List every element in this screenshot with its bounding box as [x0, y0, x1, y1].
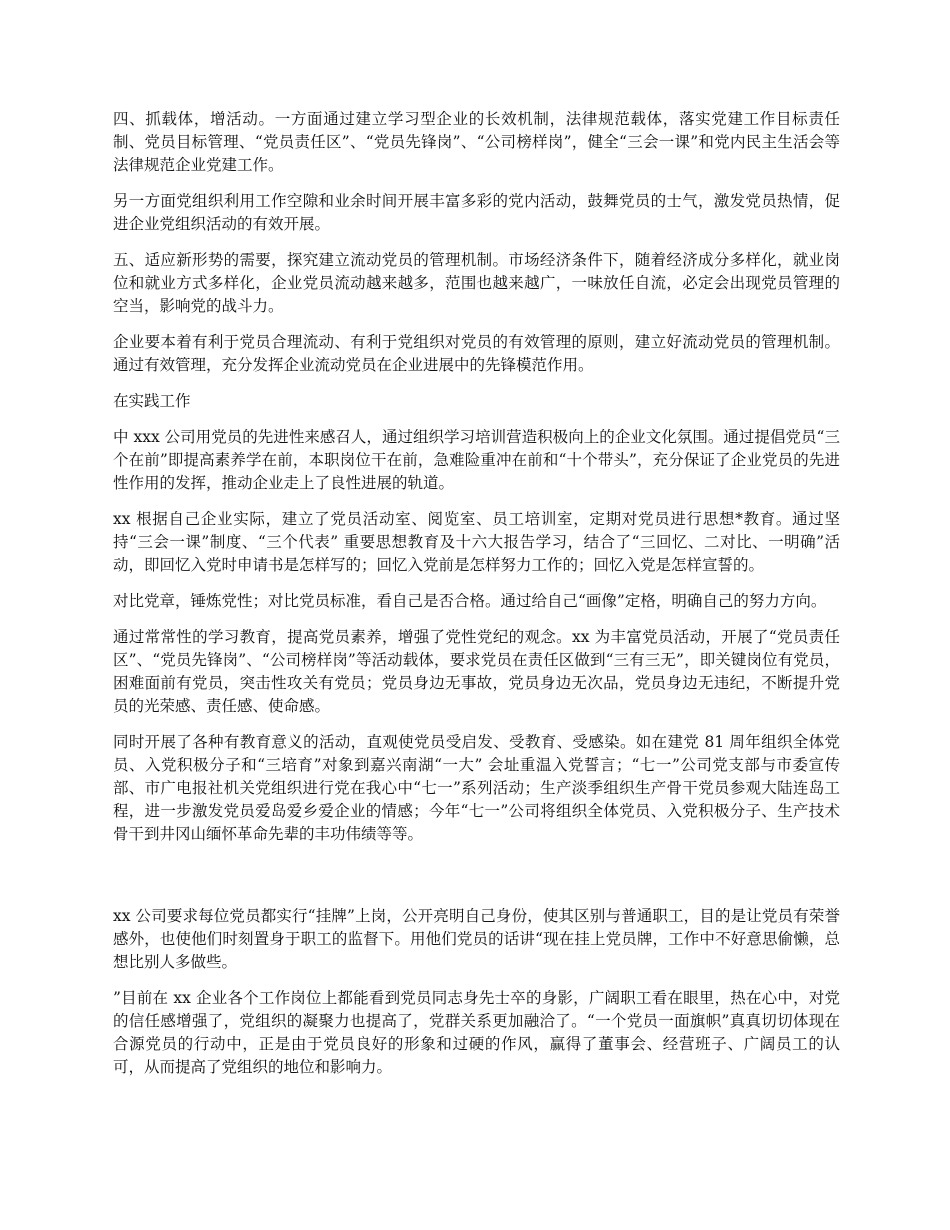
paragraph: xx 根据自己企业实际，建立了党员活动室、阅览室、员工培训室，定期对党员进行思想*教育。通过坚持“三会一课”制度、“三个代表” 重要思想教育及十六大报告学习，结合了“三回忆、二对比、一明确”活动，即回忆入党时申请书是怎样写的；回忆入党前是怎样努力工作的；回忆入党是怎样宣誓的。: [113, 510, 840, 574]
paragraph: 中 xxx 公司用党员的先进性来感召人，通过组织学习培训营造积极向上的企业文化氛围。通过提倡党员“三个在前”即提高素养学在前，本职岗位干在前，急难险重冲在前和“十个带头”，充分保证了企业党员的先进性作用的发挥，推动企业走上了良性进展的轨道。: [113, 428, 840, 492]
paragraph: 通过常常性的学习教育，提高党员素养，增强了党性党纪的观念。xx 为丰富党员活动，开展了“党员责任区”、“党员先锋岗”、“公司榜样岗”等活动载体，要求党员在责任区做到“三有三无”，即关键岗位有党员，困难面前有党员，突击性攻关有党员；党员身边无事故，党员身边无次品，党员身边无违纪，不断提升党员的光荣感、责任感、使命感。: [113, 628, 840, 715]
paragraph: 五、适应新形势的需要，探究建立流动党员的管理机制。市场经济条件下，随着经济成分多样化，就业岗位和就业方式多样化，企业党员流动越来越多，范围也越来越广，一味放任自流，必定会出现党员管理的空当，影响党的战斗力。: [113, 251, 840, 315]
paragraph: 另一方面党组织利用工作空隙和业余时间开展丰富多彩的党内活动，鼓舞党员的士气，激发党员热情，促进企业党组织活动的有效开展。: [113, 192, 840, 233]
paragraph: xx 公司要求每位党员都实行“挂牌”上岗，公开亮明自己身份，使其区别与普通职工，目的是让党员有荣誉感外，也使他们时刻置身于职工的监督下。用他们党员的话讲“现在挂上党员牌，工作中不好意思偷懒，总想比别人多做些。: [113, 907, 840, 971]
section-gap: [113, 859, 840, 905]
paragraph: ”目前在 xx 企业各个工作岗位上都能看到党员同志身先士卒的身影，广阔职工看在眼里，热在心中，对党的信任感增强了，党组织的凝聚力也提高了，党群关系更加融洽了。“一个党员一面旗帜”真真切切体现在合源党员的行动中，正是由于党员良好的形象和过硬的作风，赢得了董事会、经营班子、广阔员工的认可，从而提高了党组织的地位和影响力。: [113, 989, 840, 1076]
document-body: [113, 108, 840, 1092]
paragraph: 对比党章，锤炼党性；对比党员标准，看自己是否合格。通过给自己“画像”定格，明确自己的努力方向。: [113, 592, 827, 610]
paragraph: 在实践工作: [113, 392, 191, 410]
paragraph: 企业要本着有利于党员合理流动、有利于党组织对党员的有效管理的原则，建立好流动党员的管理机制。通过有效管理，充分发挥企业流动党员在企业进展中的先锋模范作用。: [113, 333, 840, 374]
paragraph: 同时开展了各种有教育意义的活动，直观使党员受启发、受教育、受感染。如在建党 81 周年组织全体党员、入党积极分子和“三培育”对象到嘉兴南湖“一大” 会址重温入党誓言；“七一”公司党支部与市委宣传部、市广电报社机关党组织进行党在我心中“七一”系列活动；生产淡季组织生产骨干党员参观大陆连岛工程，进一步激发党员爱岛爱乡爱企业的情感；今年“七一”公司将组织全体党员、入党积极分子、生产技术骨干到井冈山缅怀革命先辈的丰功伟绩等等。: [113, 733, 840, 843]
paragraph: 四、抓载体，增活动。一方面通过建立学习型企业的长效机制，法律规范载体，落实党建工作目标责任制、党员目标管理、“党员责任区”、“党员先锋岗”、“公司榜样岗”，健全“三会一课”和党内民主生活会等法律规范企业党建工作。: [113, 110, 840, 174]
